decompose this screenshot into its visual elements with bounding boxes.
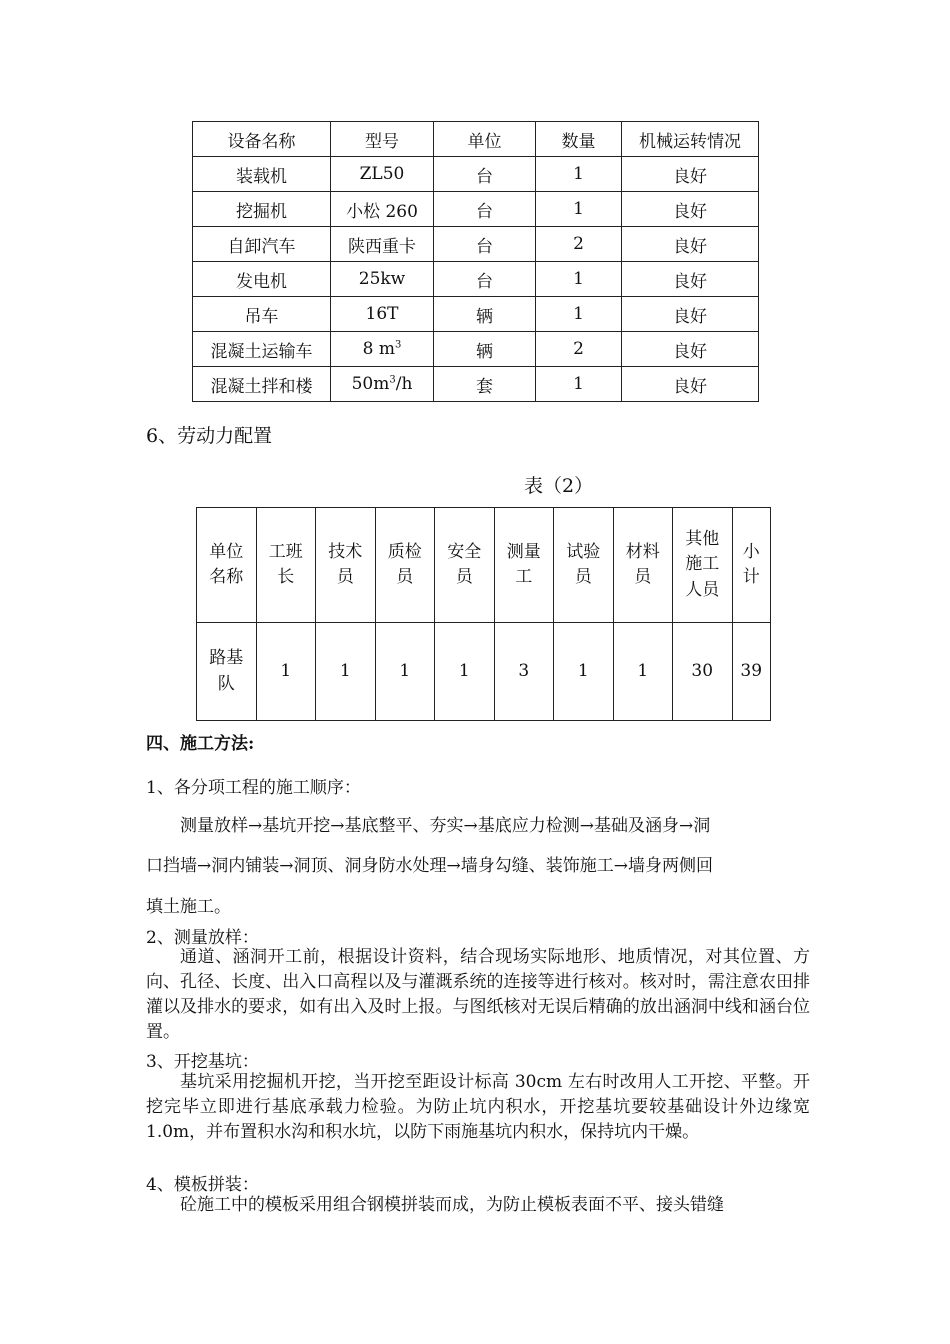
- table-row: [193, 157, 759, 192]
- cell: 混凝土拌和楼: [193, 367, 331, 402]
- header-cell: 工班 长: [256, 508, 316, 623]
- cell: 30: [673, 623, 733, 721]
- cell: 路基 队: [197, 623, 257, 721]
- cell: 辆: [434, 297, 536, 332]
- header-cell: 型号: [331, 122, 434, 157]
- cell: 1: [256, 623, 316, 721]
- cell: 2: [536, 227, 622, 262]
- section-heading: 6、劳动力配置: [146, 425, 273, 447]
- superscript: 3: [389, 374, 396, 386]
- item-heading: 3、开挖基坑：: [146, 1052, 259, 1072]
- table-row: [193, 262, 759, 297]
- cell: 16T: [331, 297, 434, 332]
- header-cell: 数量: [536, 122, 622, 157]
- cell: 良好: [622, 227, 759, 262]
- cell: 3: [494, 623, 554, 721]
- labor-table: [196, 507, 771, 721]
- header-cell: 安全 员: [435, 508, 495, 623]
- model-text: 50m: [351, 374, 390, 394]
- cell: 挖掘机: [193, 192, 331, 227]
- table-row: [193, 367, 759, 402]
- model-suffix: /h: [395, 374, 413, 394]
- table-row: [193, 297, 759, 332]
- cell: 2: [536, 332, 622, 367]
- cell: 良好: [622, 262, 759, 297]
- cell: 台: [434, 227, 536, 262]
- header-cell: 测量 工: [494, 508, 554, 623]
- paragraph: 砼施工中的模板采用组合钢模拼装而成，为防止模板表面不平、接头错缝: [180, 1195, 724, 1215]
- equipment-table: [192, 121, 759, 402]
- cell: 小松 260: [331, 192, 434, 227]
- cell: 1: [536, 262, 622, 297]
- cell: 1: [554, 623, 614, 721]
- cell: 1: [613, 623, 673, 721]
- header-cell: 材料 员: [613, 508, 673, 623]
- cell: [331, 332, 434, 367]
- item-heading: 2、测量放样：: [146, 928, 259, 948]
- cell: 发电机: [193, 262, 331, 297]
- superscript: 3: [394, 339, 402, 351]
- item-heading: 1、各分项工程的施工顺序：: [146, 778, 361, 798]
- table-row: [193, 227, 759, 262]
- cell: 装载机: [193, 157, 331, 192]
- cell: 1: [536, 297, 622, 332]
- cell: 1: [536, 192, 622, 227]
- header-cell: 单位: [434, 122, 536, 157]
- header-cell: 试验 员: [554, 508, 614, 623]
- cell: ZL50: [331, 157, 434, 192]
- cell: 良好: [622, 367, 759, 402]
- paragraph-line: 测量放样→基坑开挖→基底整平、夯实→基底应力检测→基础及涵身→洞: [180, 816, 711, 836]
- cell: 良好: [622, 297, 759, 332]
- cell: 台: [434, 192, 536, 227]
- cell: 辆: [434, 332, 536, 367]
- cell: 1: [375, 623, 435, 721]
- cell: [331, 367, 434, 402]
- table-caption: 表（2）: [524, 475, 594, 497]
- paragraph: 通道、涵洞开工前，根据设计资料，结合现场实际地形、地质情况，对其位置、方向、孔径、长度、出入口高程以及与灌溉系统的连接等进行核对。核对时，需注意农田排灌以及排水的要求，如有出入及时上报。与图纸核对无误后精确的放出涵洞中线和涵台位置。: [146, 947, 810, 1042]
- cell: 台: [434, 157, 536, 192]
- section-heading: 四、施工方法:: [146, 734, 255, 754]
- cell: 39: [732, 623, 771, 721]
- cell: 套: [434, 367, 536, 402]
- cell: 1: [435, 623, 495, 721]
- table-row: [193, 332, 759, 367]
- cell: 良好: [622, 192, 759, 227]
- header-cell: 质检 员: [375, 508, 435, 623]
- item-heading: 4、模板拼装：: [146, 1175, 259, 1195]
- cell: 台: [434, 262, 536, 297]
- cell: 陕西重卡: [331, 227, 434, 262]
- header-cell: 设备名称: [193, 122, 331, 157]
- header-cell: 技术 员: [316, 508, 376, 623]
- header-cell: 小 计: [732, 508, 771, 623]
- cell: 自卸汽车: [193, 227, 331, 262]
- cell: 25kw: [331, 262, 434, 297]
- model-text: 8 m: [362, 339, 395, 359]
- header-cell: 单位 名称: [197, 508, 257, 623]
- header-cell: 其他 施工 人员: [673, 508, 733, 623]
- header-cell: 机械运转情况: [622, 122, 759, 157]
- cell: 1: [536, 367, 622, 402]
- table-row: [193, 192, 759, 227]
- paragraph-line: 口挡墙→洞内铺装→洞顶、洞身防水处理→墙身勾缝、装饰施工→墙身两侧回: [146, 856, 713, 876]
- table-row: [197, 623, 771, 721]
- cell: 良好: [622, 157, 759, 192]
- paragraph: 基坑采用挖掘机开挖，当开挖至距设计标高 30cm 左右时改用人工开挖、平整。开挖完毕立即进行基底承载力检验。为防止坑内积水，开挖基坑要较基础设计外边缘宽 1.0m，并布置积水沟和积水坑，以防下雨施基坑内积水，保持坑内干燥。: [146, 1072, 810, 1142]
- cell: 吊车: [193, 297, 331, 332]
- cell: 1: [536, 157, 622, 192]
- cell: 良好: [622, 332, 759, 367]
- cell: 混凝土运输车: [193, 332, 331, 367]
- paragraph-line: 填土施工。: [146, 897, 231, 917]
- cell: 1: [316, 623, 376, 721]
